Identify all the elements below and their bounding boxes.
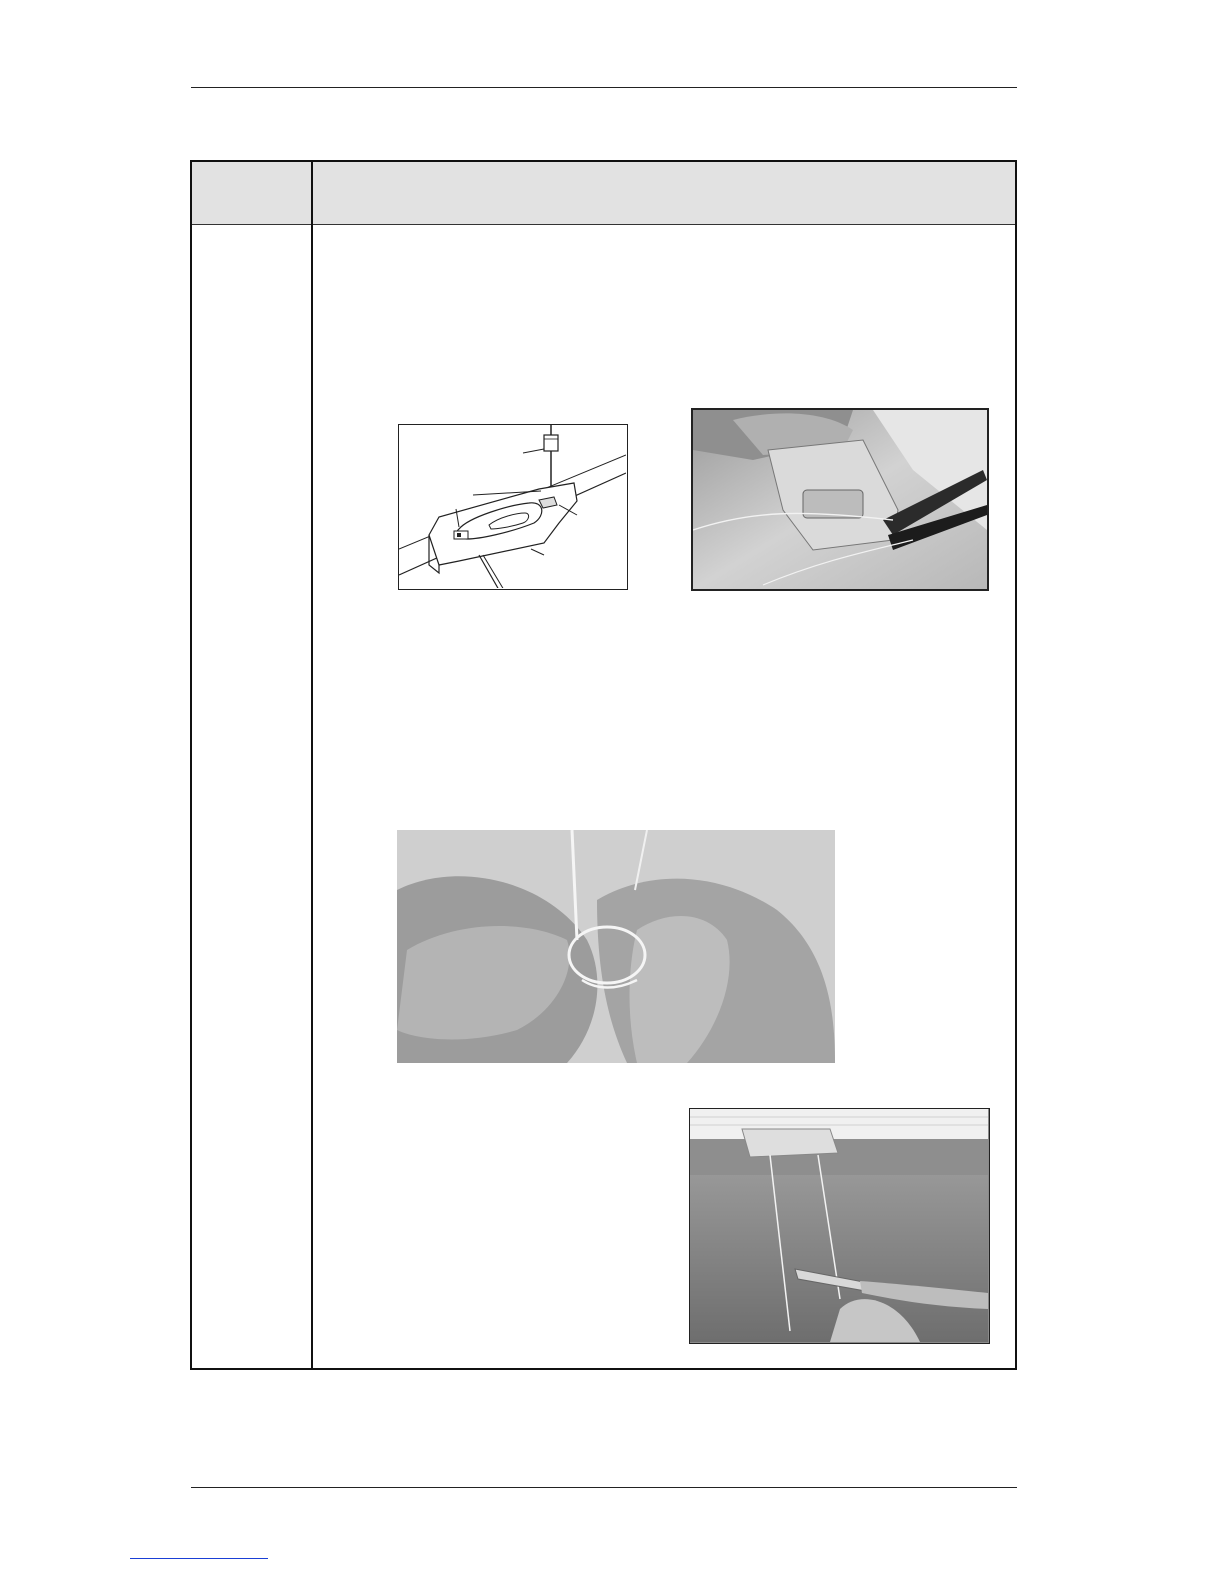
pliers-clip-photo — [691, 408, 989, 591]
cutting-cord-photo — [689, 1108, 990, 1344]
clip-diagram — [398, 424, 628, 590]
header-rule — [191, 87, 1017, 88]
footer-rule — [191, 1487, 1017, 1488]
tying-knot-photo — [397, 830, 835, 1063]
footer-link[interactable] — [130, 1558, 268, 1559]
